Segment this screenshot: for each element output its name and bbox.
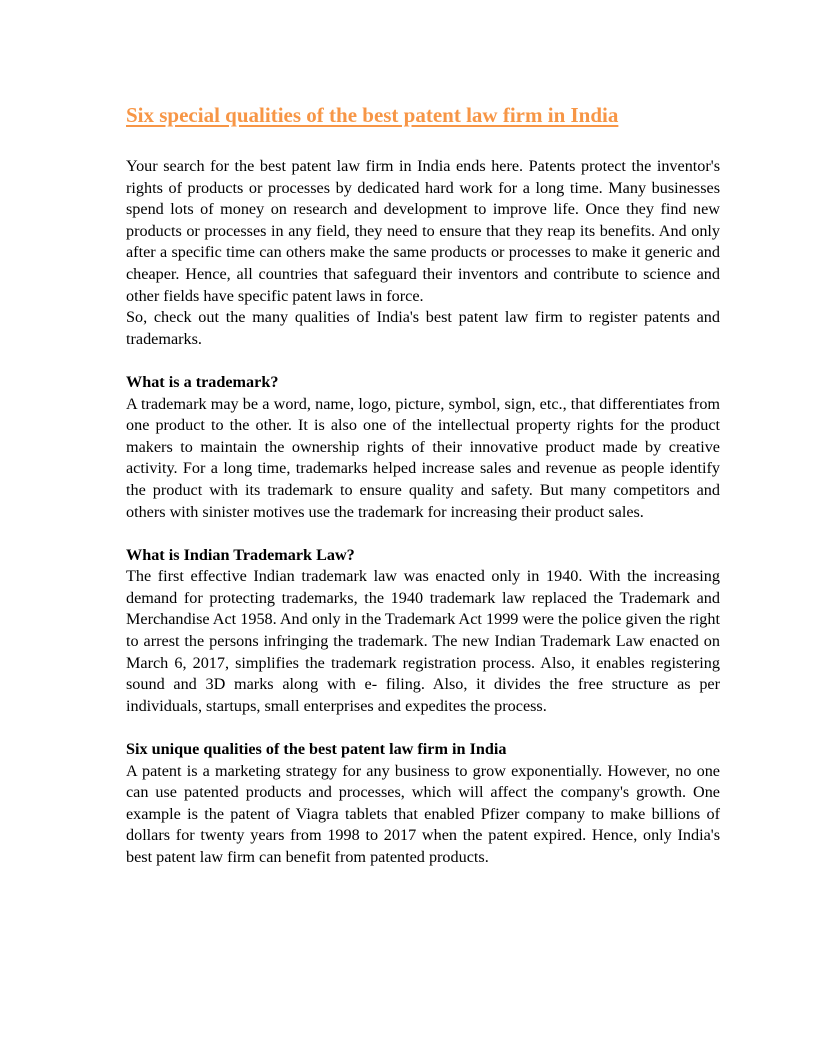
- spacer: [126, 523, 720, 545]
- intro-paragraph-cta: So, check out the many qualities of India's best patent law firm to register patents and trademarks.: [126, 308, 720, 348]
- spacer: [126, 717, 720, 739]
- section-body-six-qualities: A patent is a marketing strategy for any business to grow exponentially. However, no one can use patented products and processes, which will affect the company's growth. One example is the patent of Viagra tablets that enabled Pfizer company to make billions of dollars for twenty years from 1998 to 2017 when the patent expired. Hence, only India's best patent law firm can benefit from patented products.: [126, 761, 720, 866]
- section-heading-six-qualities: Six unique qualities of the best patent law firm in India: [126, 740, 507, 759]
- section-body-trademark: A trademark may be a word, name, logo, picture, symbol, sign, etc., that differentiates from one product to the other. It is also one of the intellectual property rights for the product makers to maintain the ownership rights of their innovative product made by creative activity. For a long time, trademarks helped increase sales and revenue as people identify the product with its trademark to ensure quality and safety. But many competitors and others with sinister motives use the trademark for increasing their product sales.: [126, 394, 720, 521]
- document-page: [126, 100, 720, 869]
- page-title: Six special qualities of the best patent law firm in India: [126, 103, 619, 127]
- section-body-indian-trademark-law: The first effective Indian trademark law was enacted only in 1940. With the increasing demand for protecting trademarks, the 1940 trademark law replaced the Trademark and Merchandise Act 1958. And only in the Trademark Act 1999 were the police given the right to arrest the persons infringing the trademark. The new Indian Trademark Law enacted on March 6, 2017, simplifies the trademark registration process. Also, it enables registering sound and 3D marks along with e- filing. Also, it divides the free structure as per individuals, startups, small enterprises and expedites the process.: [126, 567, 720, 715]
- section-heading-trademark: What is a trademark?: [126, 372, 279, 391]
- section-heading-indian-trademark-law: What is Indian Trademark Law?: [126, 545, 355, 564]
- intro-paragraph: Your search for the best patent law firm in India ends here. Patents protect the inventor's rights of products or processes by dedicated hard work for a long time. Many businesses spend lots of money on research and development to improve life. Once they find new products or processes in any field, they need to ensure that they reap its benefits. And only after a specific time can others make the same products or processes to make it generic and cheaper. Hence, all countries that safeguard their inventors and contribute to science and other fields have specific patent laws in force.: [126, 157, 720, 305]
- spacer: [126, 350, 720, 372]
